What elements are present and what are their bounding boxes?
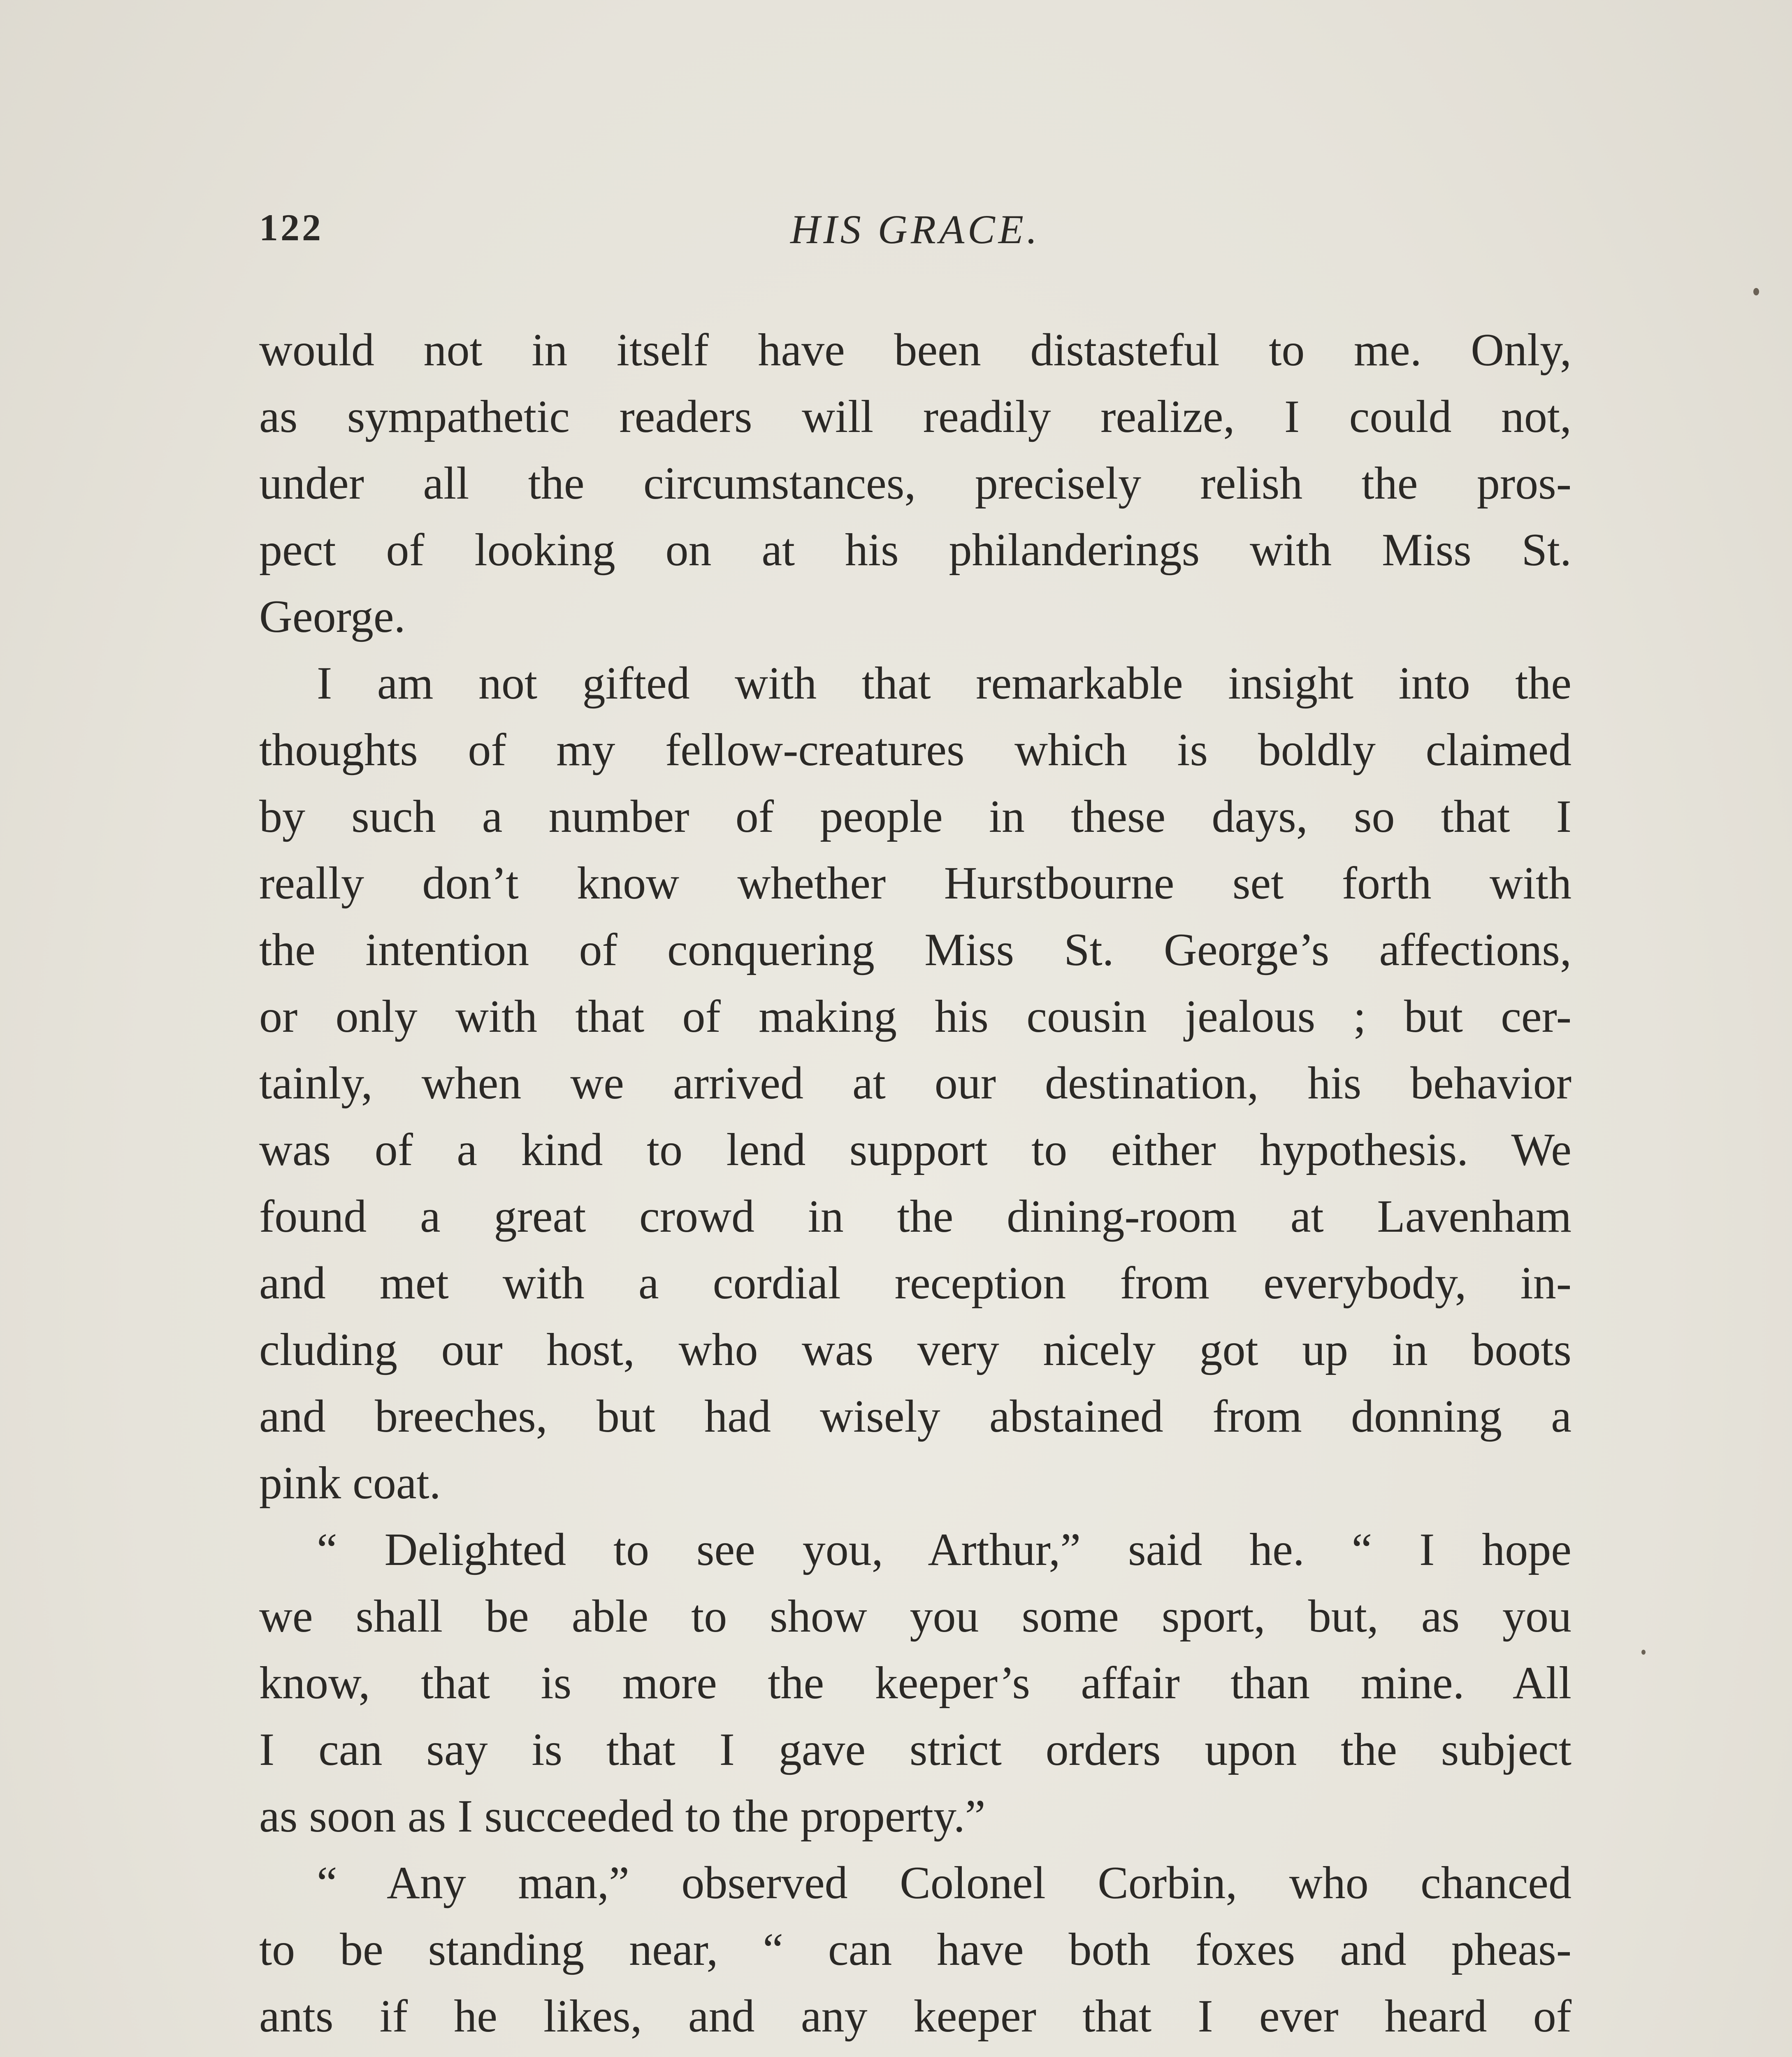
text-line: and met with a cordial reception from everybody, in- — [259, 1258, 1571, 1309]
text-line: I am not gifted with that remarkable insight into the — [317, 658, 1571, 709]
text-line: really don’t know whether Hurstbourne set forth with — [259, 858, 1571, 909]
text-line: “ Any man,” observed Colonel Corbin, who chanced — [317, 1857, 1571, 1908]
text-line: we shall be able to show you some sport, but, as you — [259, 1591, 1571, 1642]
paragraph — [259, 1850, 1571, 2057]
text-line: to be standing near, “ can have both foxes and pheas- — [259, 1924, 1571, 1975]
text-line: pink coat. — [259, 1458, 441, 1509]
text-line: I can say is that I gave strict orders upon the subject — [259, 1724, 1571, 1775]
paragraph — [259, 317, 1571, 650]
body-text — [259, 317, 1571, 2057]
paragraph — [259, 1516, 1571, 1850]
text-line: and breeches, but had wisely abstained from donning a — [259, 1391, 1571, 1442]
text-line: by such a number of people in these days, so that I — [259, 791, 1571, 842]
text-line: the intention of conquering Miss St. George’s affections, — [259, 924, 1571, 975]
paragraph — [259, 650, 1571, 1516]
text-line: tainly, when we arrived at our destination, his behavior — [259, 1058, 1571, 1109]
text-line: know, that is more the keeper’s affair than mine. All — [259, 1658, 1571, 1709]
text-line: ants if he likes, and any keeper that I ever heard of — [259, 1991, 1571, 2042]
running-title: HIS GRACE. — [790, 207, 1040, 252]
paper-speck — [1641, 1650, 1646, 1655]
text-line: found a great crowd in the dining-room at Lavenham — [259, 1191, 1571, 1242]
text-line: as sympathetic readers will readily realize, I could not, — [259, 391, 1571, 442]
text-line: was of a kind to lend support to either hypothesis. We — [259, 1124, 1571, 1175]
text-line: as soon as I succeeded to the property.” — [259, 1791, 986, 1842]
page-number: 122 — [259, 207, 323, 248]
text-line: George. — [259, 591, 406, 642]
text-line: cluding our host, who was very nicely got up in boots — [259, 1324, 1571, 1375]
text-line — [259, 2050, 1571, 2057]
paper-speck — [1753, 288, 1759, 295]
text-line: “ Delighted to see you, Arthur,” said he. “ I hope — [317, 1524, 1571, 1575]
text-line: would not in itself have been distasteful to me. Only, — [259, 325, 1571, 376]
page-header — [259, 206, 1571, 263]
text-line: pect of looking on at his philanderings with Miss St. — [259, 525, 1571, 576]
text-line: under all the circumstances, precisely relish the pros- — [259, 458, 1571, 509]
text-line: or only with that of making his cousin jealous ; but cer- — [259, 991, 1571, 1042]
text-line: thoughts of my fellow-creatures which is boldly claimed — [259, 724, 1571, 775]
